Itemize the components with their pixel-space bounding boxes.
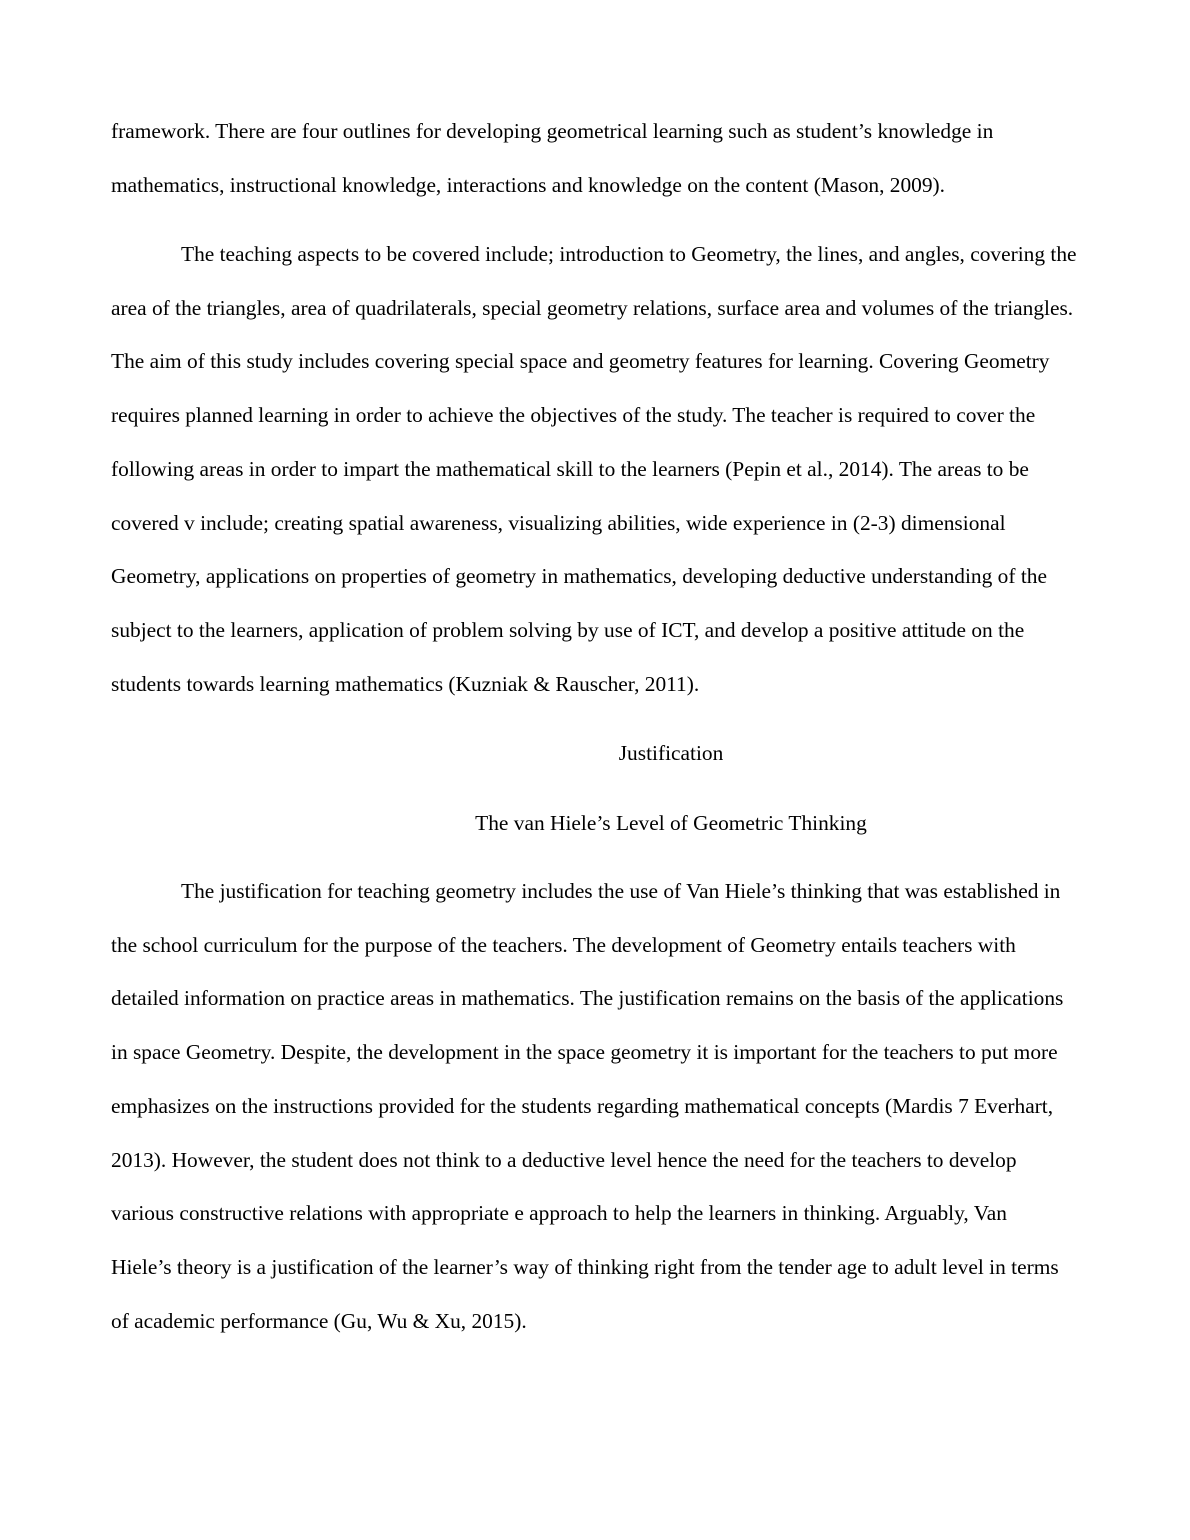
text-line: the school curriculum for the purpose of the teachers. The development of Geometry entails teachers with — [111, 932, 1016, 957]
text-line: subject to the learners, application of problem solving by use of ICT, and develop a positive attitude on the — [111, 617, 1025, 642]
paragraph-justification-body — [111, 865, 1171, 1348]
text-line: 2013). However, the student does not think to a deductive level hence the need for the teachers to develop — [111, 1147, 1017, 1172]
heading-justification: Justification — [618, 741, 724, 765]
text-line: The teaching aspects to be covered include; introduction to Geometry, the lines, and angles, covering the — [181, 242, 1077, 266]
text-line: in space Geometry. Despite, the development in the space geometry it is important for the teachers to put more — [111, 1040, 1058, 1065]
text-line: covered v include; creating spatial awareness, visualizing abilities, wide experience in (2-3) dimensional — [111, 510, 1006, 535]
text-line: various constructive relations with appropriate e approach to help the learners in thinking. Arguably, Van — [111, 1201, 1007, 1226]
text-line: detailed information on practice areas in mathematics. The justification remains on the basis of the applications — [111, 986, 1064, 1011]
paragraph-teaching-aspects — [111, 228, 1171, 711]
heading-van-hiele-levels: The van Hiele’s Level of Geometric Thinking — [475, 811, 867, 835]
text-line: of academic performance (Gu, Wu & Xu, 2015). — [111, 1308, 527, 1333]
text-line: The aim of this study includes covering special space and geometry features for learning. Covering Geometry — [111, 349, 1050, 374]
text-line: students towards learning mathematics (Kuzniak & Rauscher, 2011). — [111, 671, 700, 696]
paragraph-framework — [111, 105, 1171, 212]
text-line: The justification for teaching geometry includes the use of Van Hiele’s thinking that was established in — [181, 879, 1061, 903]
text-line: Geometry, applications on properties of geometry in mathematics, developing deductive understanding of the — [111, 564, 1047, 589]
text-line: emphasizes on the instructions provided for the students regarding mathematical concepts (Mardis 7 Everhart, — [111, 1093, 1054, 1118]
text-line: area of the triangles, area of quadrilaterals, special geometry relations, surface area and volumes of the triangles. — [111, 295, 1074, 320]
text-line: framework. There are four outlines for developing geometrical learning such as student’s knowledge in — [111, 119, 994, 143]
text-line: mathematics, instructional knowledge, interactions and knowledge on the content (Mason, 2009). — [111, 172, 946, 197]
text-line: requires planned learning in order to achieve the objectives of the study. The teacher is required to cover the — [111, 403, 1036, 428]
text-line: following areas in order to impart the mathematical skill to the learners (Pepin et al., 2014). The areas to be — [111, 456, 1029, 481]
text-line: Hiele’s theory is a justification of the learner’s way of thinking right from the tender age to adult level in terms — [111, 1254, 1059, 1279]
